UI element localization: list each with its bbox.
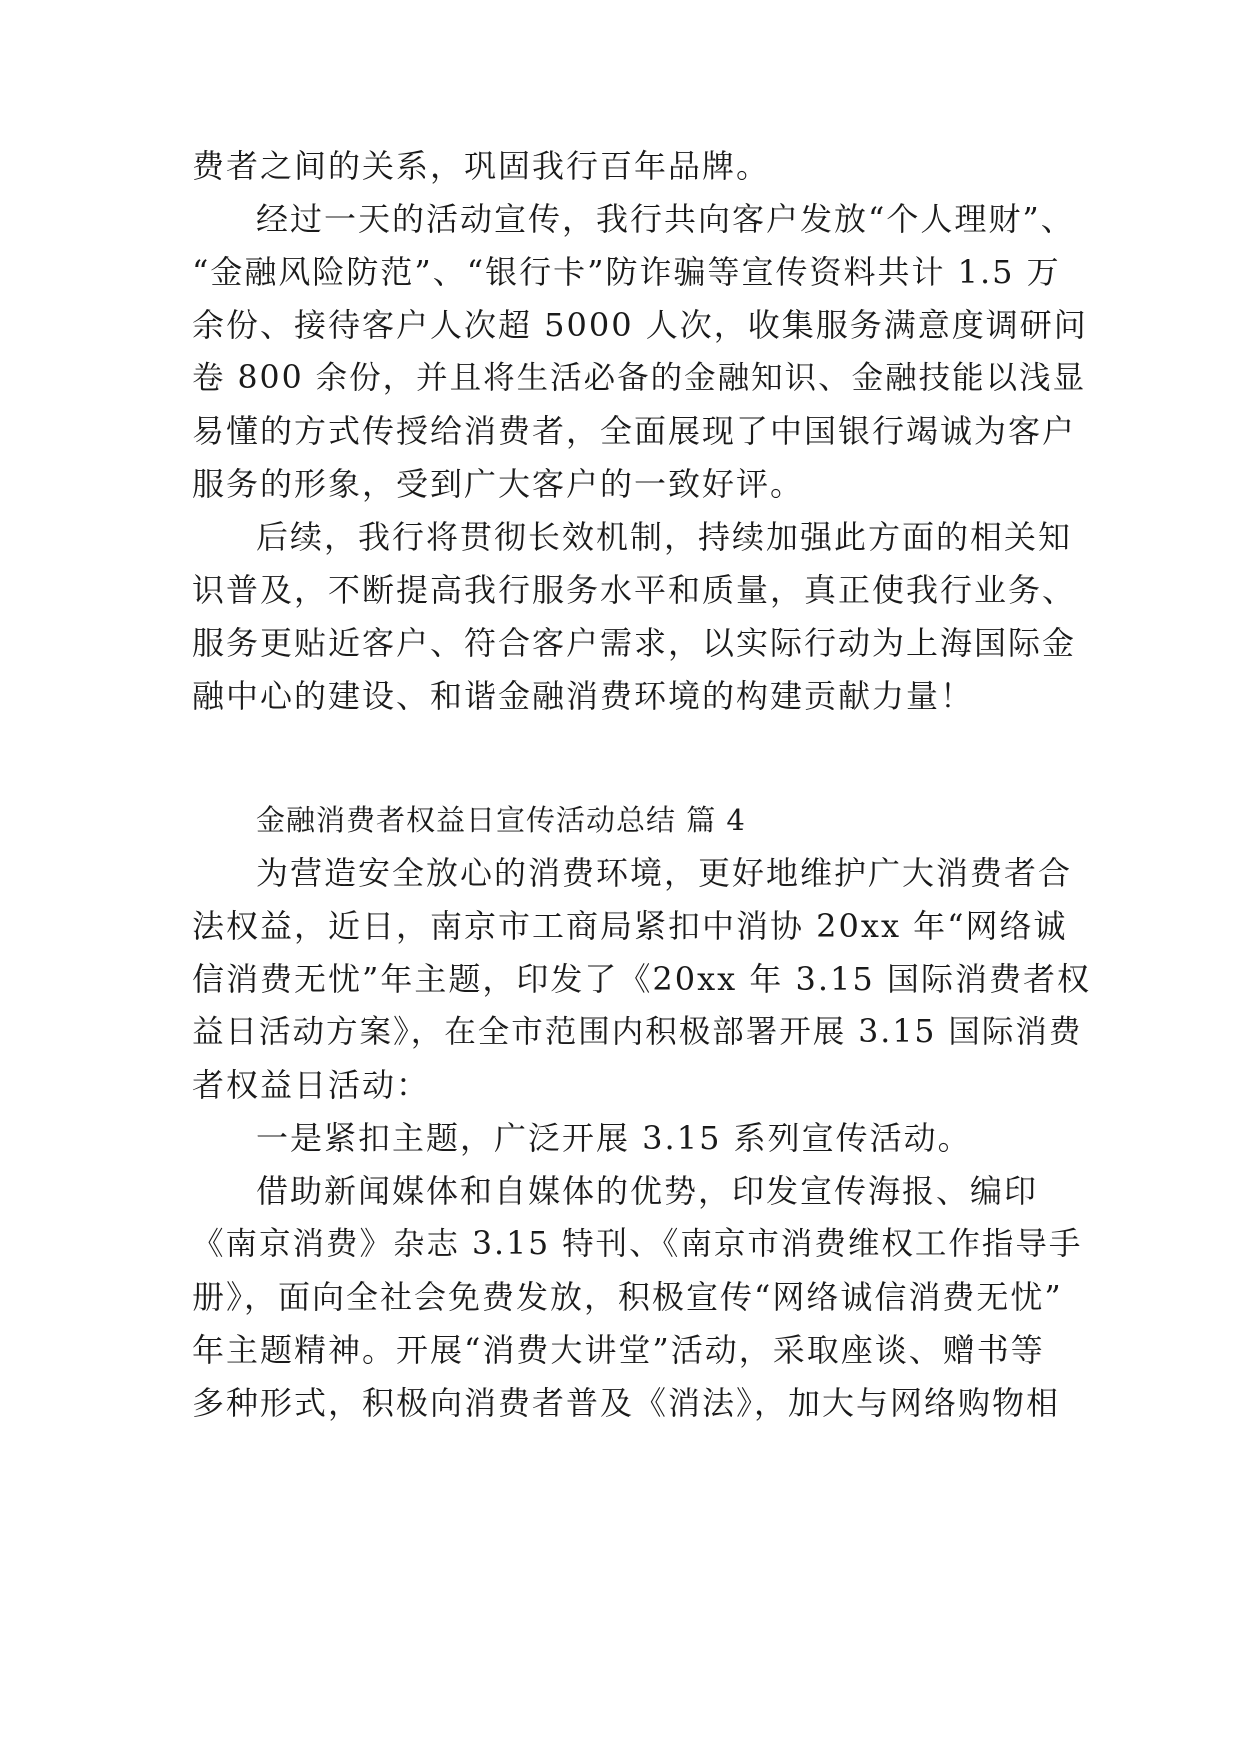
paragraph-3-line-2: 识普及，不断提高我行服务水平和质量，真正使我行业务、 [192,571,1077,609]
paragraph-2-line-5: 易懂的方式传授给消费者，全面展现了中国银行竭诚为客户 [192,412,1077,450]
paragraph-6-line-1: 借助新闻媒体和自媒体的优势，印发宣传海报、编印 [256,1172,1039,1210]
paragraph-4-line-1: 为营造安全放心的消费环境，更好地维护广大消费者合 [256,854,1073,892]
paragraph-2-line-2: “金融风险防范”、“银行卡”防诈骗等宣传资料共计 1.5 万 [192,253,1061,291]
paragraph-3-line-1: 后续，我行将贯彻长效机制，持续加强此方面的相关知 [256,518,1073,556]
paragraph-2-line-1: 经过一天的活动宣传，我行共向客户发放“个人理财”、 [256,200,1075,238]
paragraph-3-line-3: 服务更贴近客户、符合客户需求，以实际行动为上海国际金 [192,624,1077,662]
paragraph-6-line-3: 册》，面向全社会免费发放，积极宣传“网络诚信消费无忧” [192,1278,1063,1316]
paragraph-4-line-5: 者权益日活动： [192,1066,431,1104]
paragraph-6-line-2: 《南京消费》杂志 3.15 特刊、《南京市消费维权工作指导手 [192,1226,1083,1262]
paragraph-4-line-3: 信消费无忧”年主题，印发了《20xx 年 3.15 国际消费者权 [192,960,1091,998]
paragraph-2-line-4: 卷 800 余份，并且将生活必备的金融知识、金融技能以浅显 [192,360,1087,396]
paragraph-2-line-6: 服务的形象，受到广大客户的一致好评。 [192,465,805,503]
paragraph-3-line-4: 融中心的建设、和谐金融消费环境的构建贡献力量！ [192,677,975,715]
paragraph-2-line-3: 余份、接待客户人次超 5000 人次，收集服务满意度调研问 [192,306,1088,344]
paragraph-4-line-2: 法权益，近日，南京市工商局紧扣中消协 20xx 年“网络诚 [192,907,1068,945]
paragraph-5-line-1: 一是紧扣主题，广泛开展 3.15 系列宣传活动。 [256,1119,972,1157]
section-heading: 金融消费者权益日宣传活动总结 篇 4 [256,803,746,837]
paragraph-1-line-1: 费者之间的关系，巩固我行百年品牌。 [192,147,771,185]
paragraph-4-line-4: 益日活动方案》，在全市范围内积极部署开展 3.15 国际消费 [192,1014,1083,1050]
paragraph-6-line-4: 年主题精神。开展“消费大讲堂”活动，采取座谈、赠书等 [192,1331,1045,1369]
paragraph-6-line-5: 多种形式，积极向消费者普及《消法》，加大与网络购物相 [192,1384,1061,1422]
